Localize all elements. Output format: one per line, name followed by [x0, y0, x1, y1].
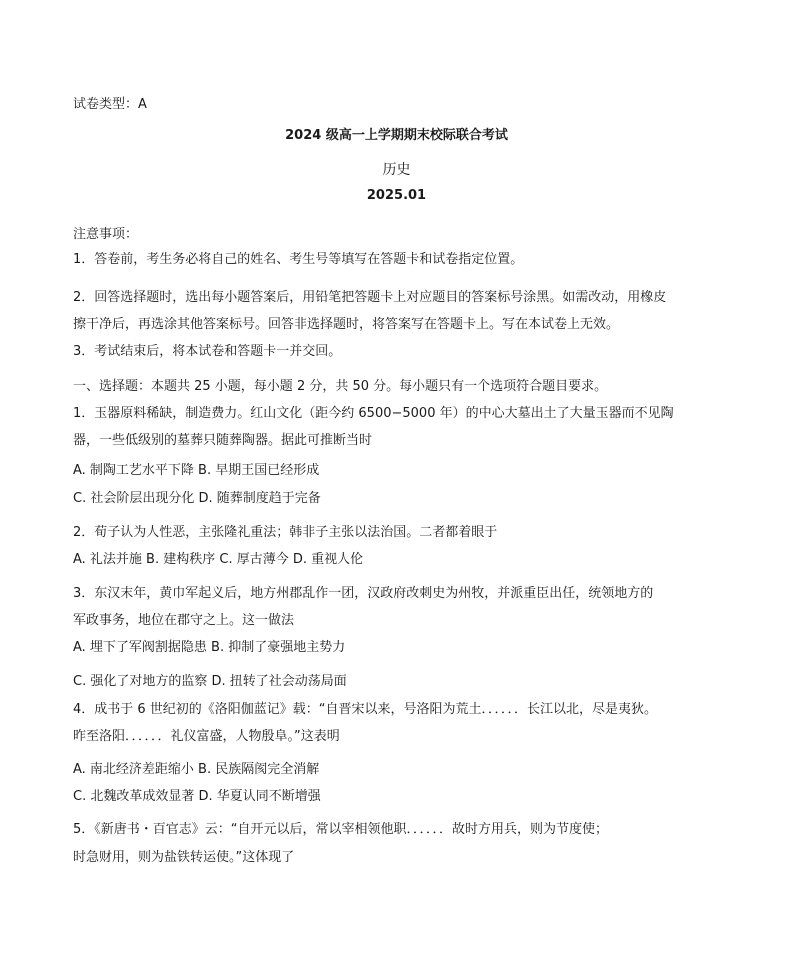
question-stem: 3．东汉末年，黄巾军起义后，地方州郡乱作一团，汉政府改刺史为州牧，并派重臣出任，统领地方的	[73, 586, 654, 601]
question-options: A. 制陶工艺水平下降 B. 早期王国已经形成	[73, 463, 320, 478]
question-stem: 2．荀子认为人性恶，主张隆礼重法；韩非子主张以法治国。二者都着眼于	[73, 525, 498, 540]
notice-heading: 注意事项：	[73, 227, 139, 242]
question-stem: 4．成书于 6 世纪初的《洛阳伽蓝记》载：“自晋宋以来，号洛阳为荒土．．．．．．长江以北，尽是夷狄。	[73, 702, 658, 717]
question-stem: 器，一些低级别的墓葬只随葬陶器。据此可推断当时	[73, 433, 373, 448]
notice-item-3: 3．考试结束后，将本试卷和答题卡一并交回。	[73, 344, 342, 359]
question-stem: 1．玉器原料稀缺，制造费力。红山文化（距今约 6500−5000 年）的中心大墓出土了大量玉器而不见陶	[73, 406, 674, 421]
paper-type: 试卷类型：A	[73, 97, 147, 112]
notice-item-1: 1．答卷前，考生务必将自己的姓名、考生号等填写在答题卡和试卷指定位置。	[73, 252, 524, 267]
question-options: C. 强化了对地方的监察 D. 扭转了社会动荡局面	[73, 674, 347, 689]
question-options: C. 北魏改革成效显著 D. 华夏认同不断增强	[73, 789, 321, 804]
exam-title: 2024 级高一上学期期末校际联合考试	[285, 128, 508, 143]
question-options: A. 埋下了军阀割据隐患 B. 抑制了豪强地主势力	[73, 640, 346, 655]
question-stem: 军政事务，地位在郡守之上。这一做法	[73, 613, 295, 628]
question-options: C. 社会阶层出现分化 D. 随葬制度趋于完备	[73, 491, 321, 506]
question-stem: 时急财用，则为盐铁转运使。”这体现了	[73, 850, 295, 865]
notice-item-2-line-1: 2．回答选择题时，选出每小题答案后，用铅笔把答题卡上对应题目的答案标号涂黑。如需改动，用橡皮	[73, 290, 667, 305]
question-stem: 昨至洛阳．．．．．．礼仪富盛，人物殷阜。”这表明	[73, 729, 340, 744]
subject-title: 历史	[382, 162, 411, 178]
notice-item-2-line-2: 擦干净后，再选涂其他答案标号。回答非选择题时，将答案写在答题卡上。写在本试卷上无效。	[73, 317, 620, 332]
section-heading: 一、选择题：本题共 25 小题，每小题 2 分，共 50 分。每小题只有一个选项符合题目要求。	[73, 379, 608, 394]
question-options: A. 南北经济差距缩小 B. 民族隔阂完全消解	[73, 762, 320, 777]
exam-date: 2025.01	[366, 188, 427, 203]
question-stem: 5．《新唐书・百官志》云：“自开元以后，常以宰相领他职．．．．．．故时方用兵，则为节度使；	[73, 822, 609, 837]
question-options: A. 礼法并施 B. 建构秩序 C. 厚古薄今 D. 重视人伦	[73, 552, 364, 567]
